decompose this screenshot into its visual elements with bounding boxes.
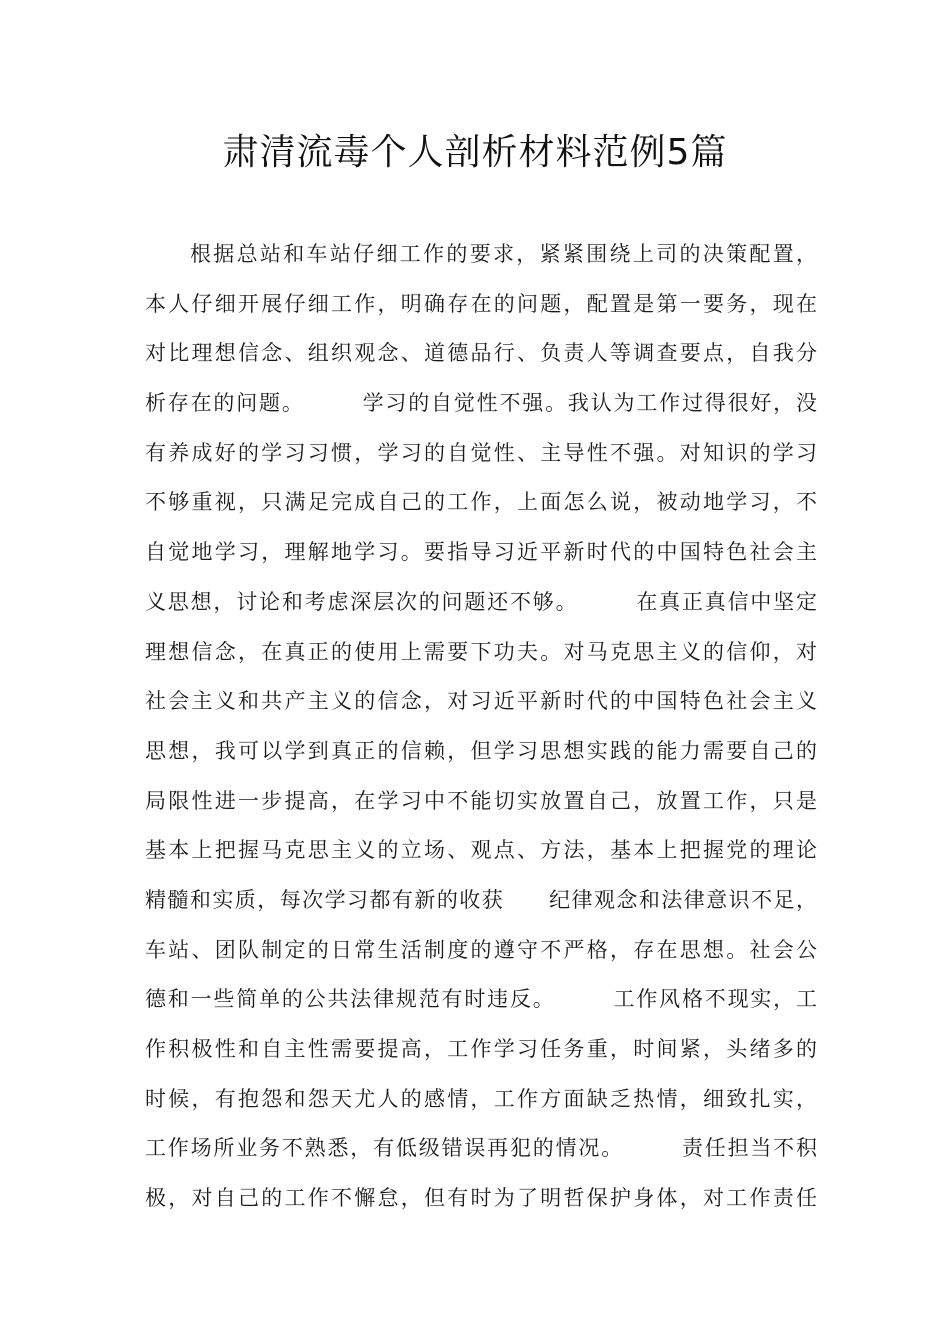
- body-line: 工作场所业务不熟悉，有低级错误再犯的情况。 责任担当不积: [145, 1136, 817, 1161]
- document-title: 肃清流毒个人剖析材料范例5篇: [222, 132, 728, 173]
- body-line: 局限性进一步提高，在学习中不能切实放置自己，放置工作，只是: [145, 788, 817, 813]
- body-line: 作积极性和自主性需要提高，工作学习任务重，时间紧，头绪多的: [145, 1037, 817, 1061]
- body-line: 车站、团队制定的日常生活制度的遵守不严格，存在思想。社会公: [145, 937, 817, 962]
- body-line: 本人仔细开展仔细工作，明确存在的问题，配置是第一要务，现在: [145, 291, 817, 316]
- body-line: 析存在的问题。 学习的自觉性不强。我认为工作过得很好，没: [145, 391, 817, 416]
- body-line: 根据总站和车站仔细工作的要求，紧紧围绕上司的决策配置，: [190, 242, 817, 266]
- body-line: 自觉地学习，理解地学习。要指导习近平新时代的中国特色社会主: [145, 540, 817, 565]
- document-body: [145, 230, 817, 1224]
- body-line: 不够重视，只满足完成自己的工作，上面怎么说，被动地学习，不: [145, 490, 817, 515]
- body-line: 德和一些简单的公共法律规范有时违反。 工作风格不现实，工: [145, 987, 817, 1012]
- body-line: 义思想，讨论和考虑深层次的问题还不够。 在真正真信中坚定: [145, 589, 817, 614]
- body-line: 对比理想信念、组织观念、道德品行、负责人等调查要点，自我分: [145, 341, 817, 366]
- body-line: 思想，我可以学到真正的信赖，但学习思想实践的能力需要自己的: [145, 738, 817, 763]
- body-line: 极，对自己的工作不懈怠，但有时为了明哲保护身体，对工作责任: [145, 1186, 817, 1211]
- body-line: 精髓和实质，每次学习都有新的收获 纪律观念和法律意识不足，: [145, 887, 817, 912]
- body-line: 基本上把握马克思主义的立场、观点、方法，基本上把握党的理论: [145, 838, 817, 863]
- body-line: 社会主义和共产主义的信念，对习近平新时代的中国特色社会主义: [145, 689, 817, 714]
- body-line: 有养成好的学习习惯，学习的自觉性、主导性不强。对知识的学习: [145, 440, 817, 465]
- body-line: 理想信念，在真正的使用上需要下功夫。对马克思主义的信仰，对: [145, 639, 817, 664]
- body-line: 时候，有抱怨和怨天尤人的感情，工作方面缺乏热情，细致扎实，: [145, 1086, 817, 1111]
